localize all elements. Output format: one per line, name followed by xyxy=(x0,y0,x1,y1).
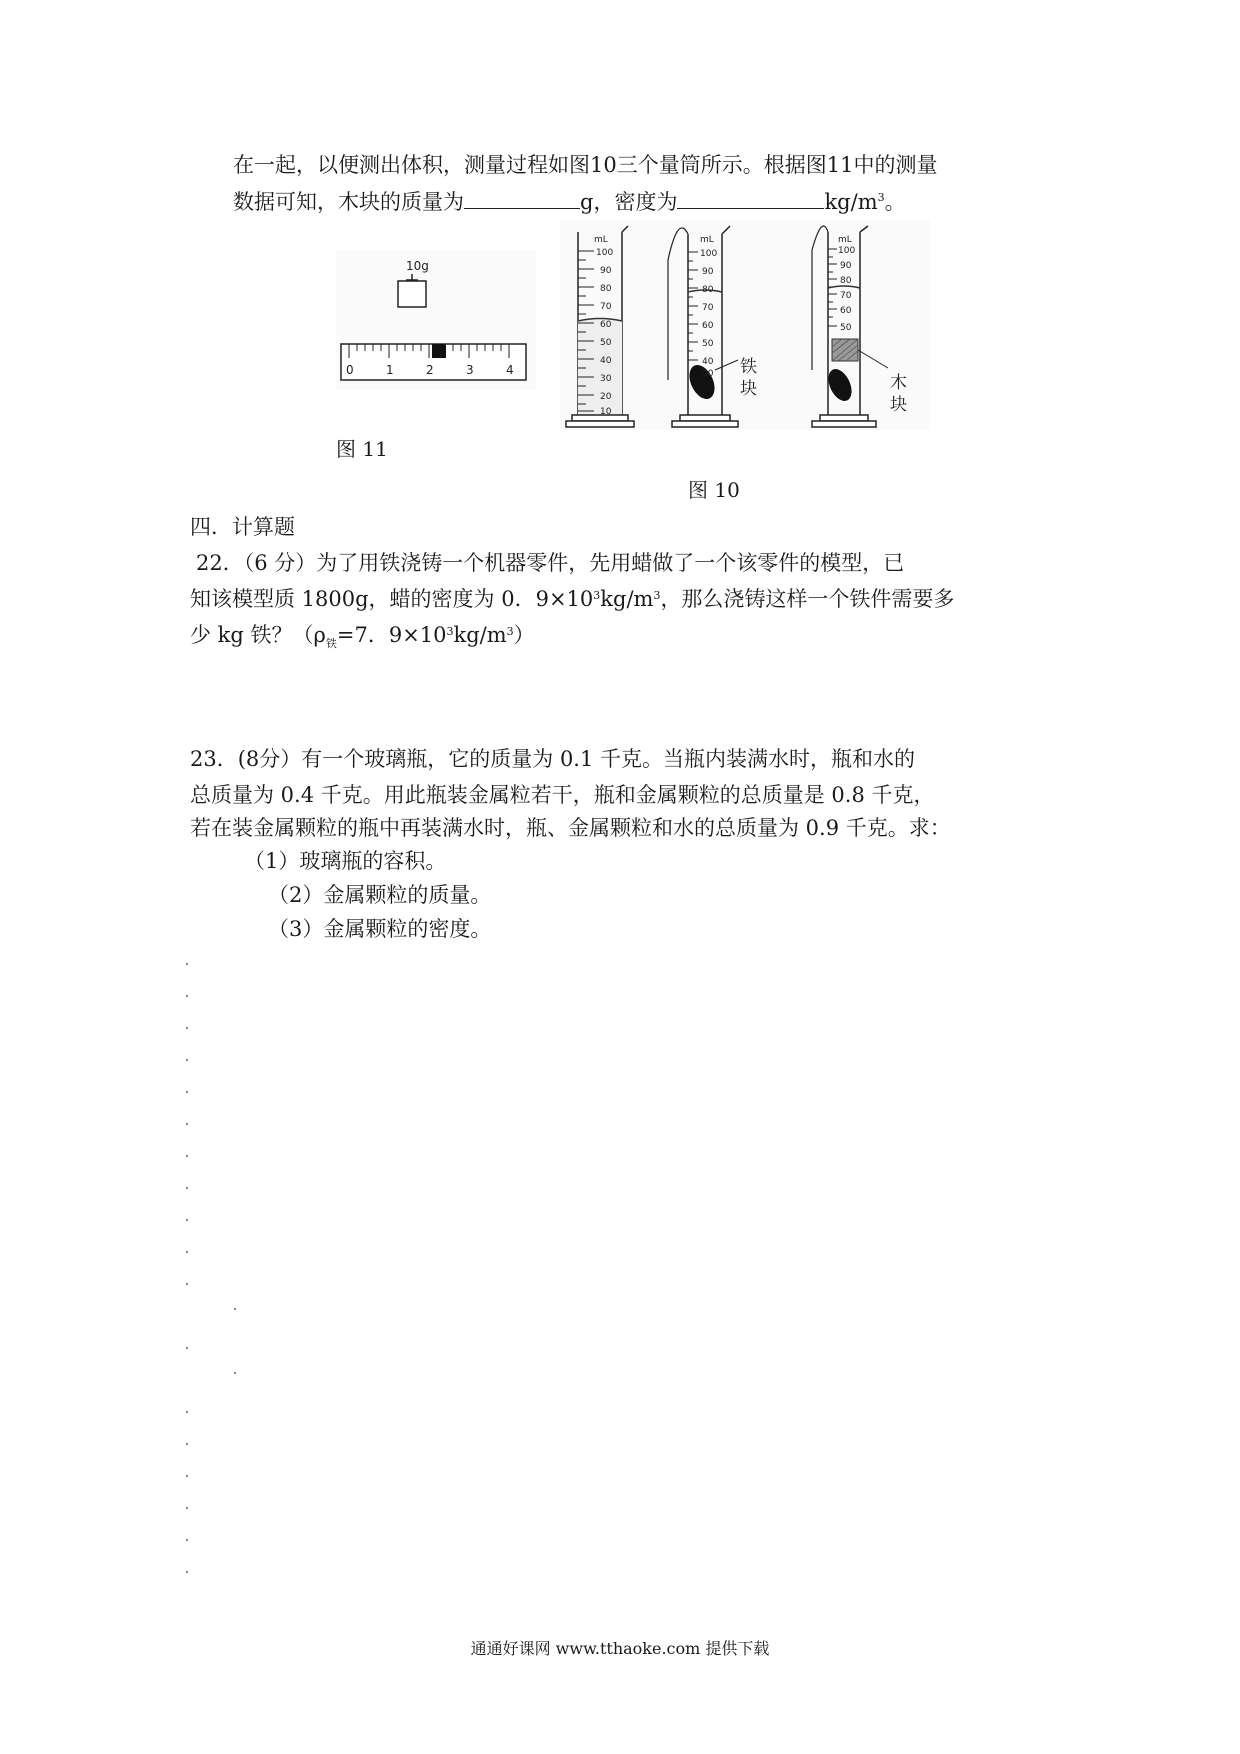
ruler-tick-2: 2 xyxy=(426,363,434,377)
c2-mark-70: 70 xyxy=(702,303,714,313)
c3-mark-70: 70 xyxy=(840,291,852,301)
footer-source: 通通好课网 www.tthaoke.com 提供下载 xyxy=(470,1639,770,1658)
iron-label-2: 块 xyxy=(740,379,757,399)
c2-mark-100: 100 xyxy=(700,249,718,259)
q23-line3: 若在装金属颗粒的瓶中再装满水时，瓶、金属颗粒和水的总质量为 0.9 千克。求： xyxy=(190,816,951,840)
cylinder-2-unit: mL xyxy=(700,235,714,245)
iron-label-1: 铁 xyxy=(740,357,757,377)
q22-text-3d: ） xyxy=(513,623,535,647)
q22-exp-4: 3 xyxy=(506,625,514,638)
ruler-tick-4: 4 xyxy=(506,363,514,377)
c2-mark-50: 50 xyxy=(702,339,714,349)
wood-label-1: 木 xyxy=(890,373,907,393)
q23-line2: 总质量为 0.4 千克。用此瓶装金属粒若干，瓶和金属颗粒的总质量是 0.8 千克， xyxy=(190,783,935,807)
q22-line2 xyxy=(190,584,954,614)
q21-unit: kg/m xyxy=(824,190,878,214)
c2-mark-90: 90 xyxy=(702,267,714,277)
q22-text-2c: ，那么浇铸这样一个铁件需要多 xyxy=(660,587,955,611)
c2-mark-30: 30 xyxy=(702,369,714,379)
figure-10-diagram xyxy=(560,220,930,430)
q22-sub-iron: 铁 xyxy=(325,637,337,651)
c1-mark-80: 80 xyxy=(600,284,612,294)
c2-mark-40: 40 xyxy=(702,357,714,367)
weight-label: 10g xyxy=(406,259,429,273)
q21-end: 。 xyxy=(884,190,906,214)
figure-10-caption: 图 10 xyxy=(688,478,740,502)
density-answer-blank[interactable] xyxy=(677,186,824,209)
q21-unit-exponent: 3 xyxy=(877,191,885,204)
q22-text-3c: kg/m xyxy=(453,623,507,647)
ruler-tick-0: 0 xyxy=(346,363,354,377)
q23-line1: 23．(8分）有一个玻璃瓶，它的质量为 0.1 千克。当瓶内装满水时，瓶和水的 xyxy=(190,747,916,771)
c1-mark-60: 60 xyxy=(600,320,612,330)
c1-mark-40: 40 xyxy=(600,356,612,366)
section-4-title: 四．计算题 xyxy=(190,515,295,539)
q21-line2 xyxy=(233,186,906,217)
figure-11-diagram xyxy=(336,250,536,390)
c1-mark-20: 20 xyxy=(600,392,612,402)
q22-text-3b: =7．9×10 xyxy=(336,623,447,647)
q23-sub-1: （1）玻璃瓶的容积。 xyxy=(244,849,447,873)
c1-mark-30: 30 xyxy=(600,374,612,384)
q21-text-2a: 数据可知，木块的质量为 xyxy=(233,190,464,214)
q22-text-2a: 知该模型质 1800g，蜡的密度为 0．9×10 xyxy=(190,587,594,611)
q22-text-2b: kg/m xyxy=(600,587,654,611)
mass-answer-blank[interactable] xyxy=(464,186,580,209)
c3-mark-100: 100 xyxy=(838,246,856,256)
q22-line1: 22．（6 分）为了用铁浇铸一个机器零件，先用蜡做了一个该零件的模型，已 xyxy=(196,551,905,575)
c1-mark-90: 90 xyxy=(600,266,612,276)
cylinder-3-unit: mL xyxy=(838,235,852,245)
cylinder-1-unit: mL xyxy=(594,235,608,245)
c1-mark-70: 70 xyxy=(600,302,612,312)
c3-mark-50: 50 xyxy=(840,323,852,333)
c3-mark-80: 80 xyxy=(840,276,852,286)
weight-block xyxy=(398,281,426,307)
q22-exp-2: 3 xyxy=(653,589,661,602)
ruler-tick-3: 3 xyxy=(466,363,474,377)
wood-label-2: 块 xyxy=(890,395,907,415)
q22-exp-1: 3 xyxy=(593,589,601,602)
q22-exp-3: 3 xyxy=(446,625,454,638)
c1-mark-10: 10 xyxy=(600,407,612,417)
q21-text-2b: g，密度为 xyxy=(580,190,678,214)
ruler-slider xyxy=(432,344,446,358)
q21-text-1: 在一起，以便测出体积，测量过程如图10三个量筒所示。根据图11中的测量 xyxy=(233,153,938,177)
c3-mark-60: 60 xyxy=(840,306,852,316)
c1-mark-50: 50 xyxy=(600,338,612,348)
q23-sub-3: （3）金属颗粒的密度。 xyxy=(268,917,492,941)
figure-11-caption: 图 11 xyxy=(336,437,388,461)
q21-line1 xyxy=(233,150,937,180)
ruler-tick-1: 1 xyxy=(386,363,394,377)
q23-sub-2: （2）金属颗粒的质量。 xyxy=(268,883,492,907)
c3-mark-90: 90 xyxy=(840,261,852,271)
q22-text-3a: 少 kg 铁？（ρ xyxy=(190,623,326,647)
q22-line3 xyxy=(190,620,535,659)
c2-mark-60: 60 xyxy=(702,321,714,331)
c1-mark-100: 100 xyxy=(596,248,614,258)
c2-mark-80: 80 xyxy=(702,285,714,295)
